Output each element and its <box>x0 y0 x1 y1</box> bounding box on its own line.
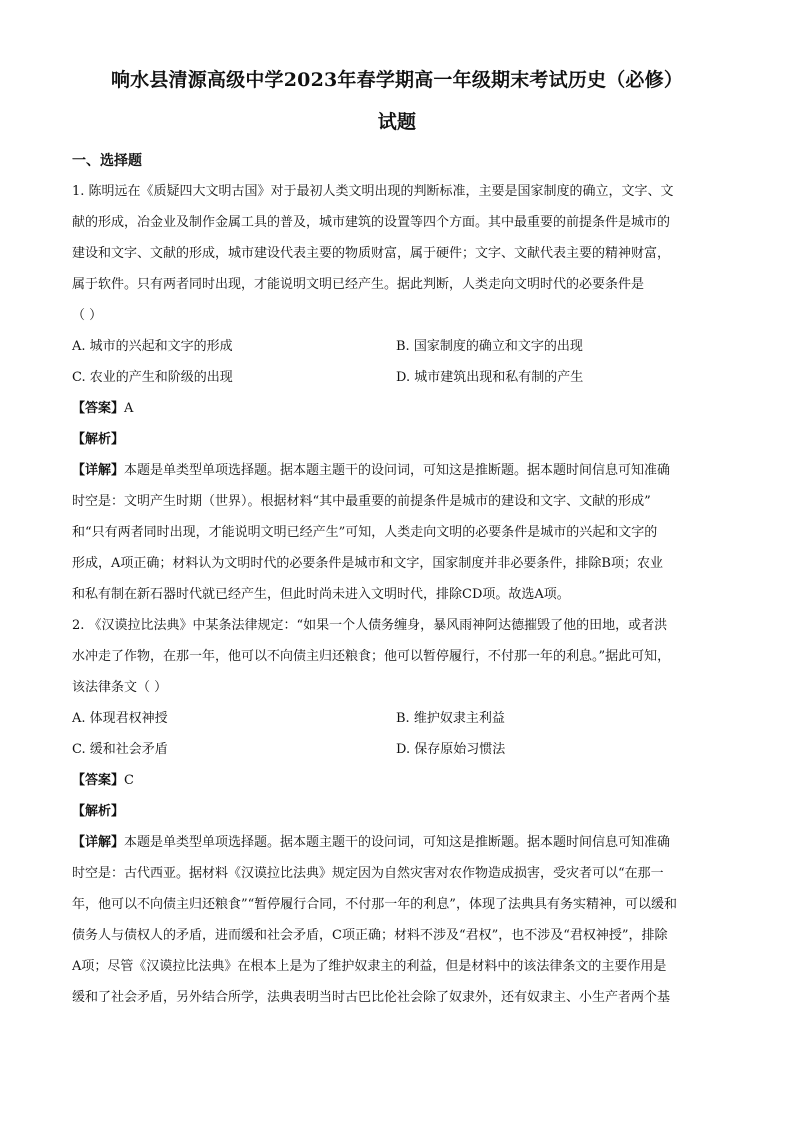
stem-line: 水冲走了作物，在那一年，他可以不向债主归还粮食；他可以暂停履行，不付那一年的利息。”据此可知， <box>72 649 671 664</box>
detail-line <box>72 827 722 858</box>
stem-line: 2. 《汉谟拉比法典》中某条法律规定：“如果一个人债务缠身，暴风雨神阿达德摧毁了他的田地，或者洪 <box>72 618 668 633</box>
option-d: D. 城市建筑出现和私有制的产生 <box>396 370 584 385</box>
jiexi-tag: 【解析】 <box>72 804 125 819</box>
detail-tag: 【详解】 <box>72 835 125 850</box>
question-1-answer <box>72 393 722 424</box>
detail-line: 债务人与债权人的矛盾，进而缓和社会矛盾，C项正确；材料不涉及“君权”，也不涉及“君权神授”，排除 <box>72 928 668 943</box>
option-a: A. 体现君权神授 <box>72 711 168 726</box>
stem-line: 献的形成，冶金业及制作金属工具的普及，城市建筑的设置等四个方面。其中最重要的前提条件是城市的 <box>72 215 671 230</box>
question-2-options <box>72 703 722 765</box>
document-title-line1: 响水县清源高级中学2023年春学期高一年级期末考试历史（必修） <box>110 69 684 91</box>
question-2-answer <box>72 765 722 796</box>
option-a: A. 城市的兴起和文字的形成 <box>72 339 233 354</box>
stem-line: 该法律条文（ ） <box>72 680 168 695</box>
answer-tag: 【答案】 <box>72 773 125 788</box>
question-2-jiexi <box>72 796 722 827</box>
detail-line: A项；尽管《汉谟拉比法典》在根本上是为了维护奴隶主的利益，但是材料中的该法律条文的主要作用是 <box>72 959 667 974</box>
question-1-stem <box>72 176 722 331</box>
question-1-detail <box>72 455 722 610</box>
option-b: B. 国家制度的确立和文字的出现 <box>396 339 583 354</box>
detail-line: 形成，A项正确；材料认为文明时代的必要条件是城市和文字，国家制度并非必要条件，排除B项；农业 <box>72 556 663 571</box>
jiexi-tag: 【解析】 <box>72 432 125 447</box>
question-1 <box>72 176 722 610</box>
question-2 <box>72 610 722 1013</box>
answer-value: C <box>124 773 134 788</box>
detail-text: 本题是单类型单项选择题。据本题主题干的设问词，可知这是推断题。据本题时间信息可知准确 <box>124 835 671 850</box>
question-1-jiexi <box>72 424 722 455</box>
section-heading: 一、选择题 <box>72 153 142 169</box>
detail-line: 时空是：文明产生时期（世界）。根据材料“其中最重要的前提条件是城市的建设和文字、文献的形成” <box>72 494 651 509</box>
answer-tag: 【答案】 <box>72 401 125 416</box>
stem-line: 1. 陈明远在《质疑四大文明古国》对于最初人类文明出现的判断标准，主要是国家制度的确立，文字、文 <box>72 184 674 199</box>
detail-line: 年，他可以不向债主归还粮食”“暂停履行合同，不付那一年的利息”，体现了法典具有务实精神，可以缓和 <box>72 897 677 912</box>
option-c: C. 农业的产生和阶级的出现 <box>72 370 233 385</box>
question-2-detail <box>72 827 722 1013</box>
detail-line <box>72 455 722 486</box>
stem-line: （ ） <box>72 308 103 323</box>
question-2-stem <box>72 610 722 703</box>
detail-text: 本题是单类型单项选择题。据本题主题干的设问词，可知这是推断题。据本题时间信息可知准确 <box>124 463 671 478</box>
option-d: D. 保存原始习惯法 <box>396 742 506 757</box>
detail-line: 和私有制在新石器时代就已经产生，但此时尚未进入文明时代，排除CD项。故选A项。 <box>72 587 570 602</box>
detail-line: 缓和了社会矛盾，另外结合所学，法典表明当时古巴比伦社会除了奴隶外，还有奴隶主、小生产者两个基 <box>72 990 671 1005</box>
stem-line: 建设和文字、文献的形成，城市建设代表主要的物质财富，属于硬件；文字、文献代表主要的精神财富， <box>72 246 671 261</box>
detail-tag: 【详解】 <box>72 463 125 478</box>
detail-line: 时空是：古代西亚。据材料《汉谟拉比法典》规定因为自然灾害对农作物造成损害，受灾者可以“在那一 <box>72 866 664 881</box>
answer-value: A <box>124 401 134 416</box>
detail-line: 和“只有两者同时出现，才能说明文明已经产生”可知，人类走向文明的必要条件是城市的兴起和文字的 <box>72 525 658 540</box>
document-title-line2: 试题 <box>377 111 417 133</box>
question-1-options <box>72 331 722 393</box>
option-c: C. 缓和社会矛盾 <box>72 742 168 757</box>
stem-line: 属于软件。只有两者同时出现，才能说明文明已经产生。据此判断，人类走向文明时代的必要条件是 <box>72 277 645 292</box>
option-b: B. 维护奴隶主利益 <box>396 711 505 726</box>
